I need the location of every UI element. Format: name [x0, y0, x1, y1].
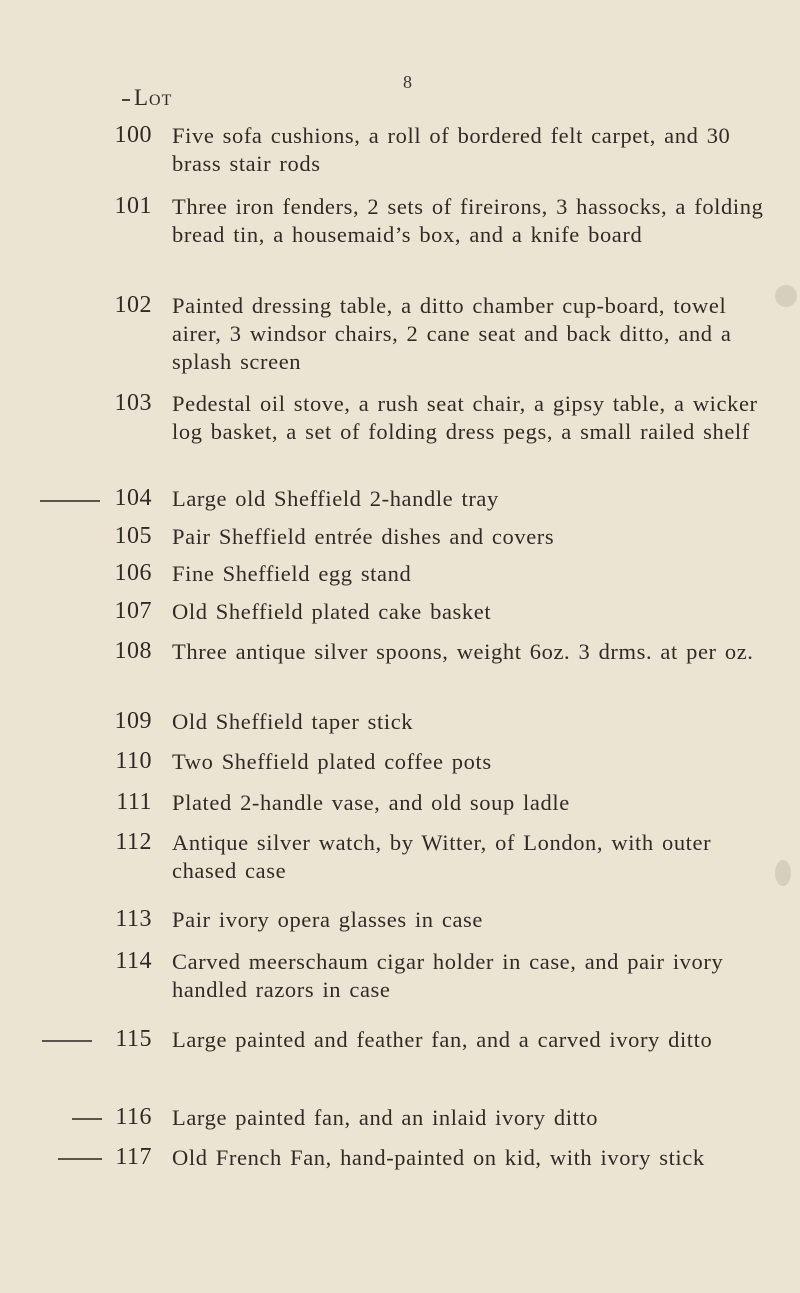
lot-number: 102	[114, 292, 152, 318]
lot-description: Fine Sheffield egg stand	[172, 561, 412, 586]
lot-description: Pair Sheffield entrée dishes and covers	[172, 524, 555, 549]
lot-number: 106	[114, 560, 152, 586]
lot-description: Antique silver watch, by Witter, of London, with outer chased case	[172, 830, 712, 883]
lot-number: 113	[115, 906, 152, 932]
lot-description: Large painted fan, and an inlaid ivory ditto	[172, 1105, 599, 1130]
lot-description: Five sofa cushions, a roll of bordered felt carpet, and 30 brass stair rods	[172, 123, 731, 176]
lot-description: Large old Sheffield 2-handle tray	[172, 486, 499, 511]
lot-column-header	[122, 85, 172, 111]
lot-number: 114	[115, 948, 152, 974]
lot-number: 115	[115, 1026, 152, 1052]
lot-number: 105	[114, 523, 152, 549]
lot-description: Pedestal oil stove, a rush seat chair, a gipsy table, a wicker log basket, a set of folding dress pegs, a small railed shelf	[172, 391, 758, 444]
lot-number: 116	[115, 1104, 152, 1130]
lot-number: 110	[115, 748, 152, 774]
lot-description: Large painted and feather fan, and a carved ivory ditto	[172, 1027, 713, 1052]
page-number: 8	[403, 72, 412, 92]
lot-description: Pair ivory opera glasses in case	[172, 907, 483, 932]
lot-number: 104	[114, 485, 152, 511]
lot-description: Old Sheffield taper stick	[172, 709, 414, 734]
lot-description: Old Sheffield plated cake basket	[172, 599, 492, 624]
lot-number: 112	[115, 829, 152, 855]
lot-number: 111	[116, 789, 152, 815]
lot-number: 103	[114, 390, 152, 416]
lot-description: Carved meerschaum cigar holder in case, and pair ivory handled razors in case	[172, 949, 724, 1002]
lot-description: Two Sheffield plated coffee pots	[172, 749, 492, 774]
header-tick-mark	[122, 99, 130, 101]
lot-header-label: Lot	[134, 85, 173, 110]
lot-description: Three antique silver spoons, weight 6oz. 3 drms. at per oz.	[172, 639, 754, 664]
paper-stain	[775, 860, 791, 886]
lot-number: 117	[115, 1144, 152, 1170]
lot-number: 109	[114, 708, 152, 734]
lot-number: 100	[114, 122, 152, 148]
lot-number: 108	[114, 638, 152, 664]
lot-description: Painted dressing table, a ditto chamber cup-board, towel airer, 3 windsor chairs, 2 cane seat and back ditto, and a splash screen	[172, 293, 732, 374]
lot-description: Three iron fenders, 2 sets of fireirons, 3 hassocks, a folding bread tin, a housemaid’s box, and a knife board	[172, 194, 764, 247]
paper-stain	[775, 285, 797, 307]
lot-description: Plated 2-handle vase, and old soup ladle	[172, 790, 570, 815]
lot-number: 107	[114, 598, 152, 624]
lot-description: Old French Fan, hand-painted on kid, with ivory stick	[172, 1145, 705, 1170]
lot-number: 101	[114, 193, 152, 219]
